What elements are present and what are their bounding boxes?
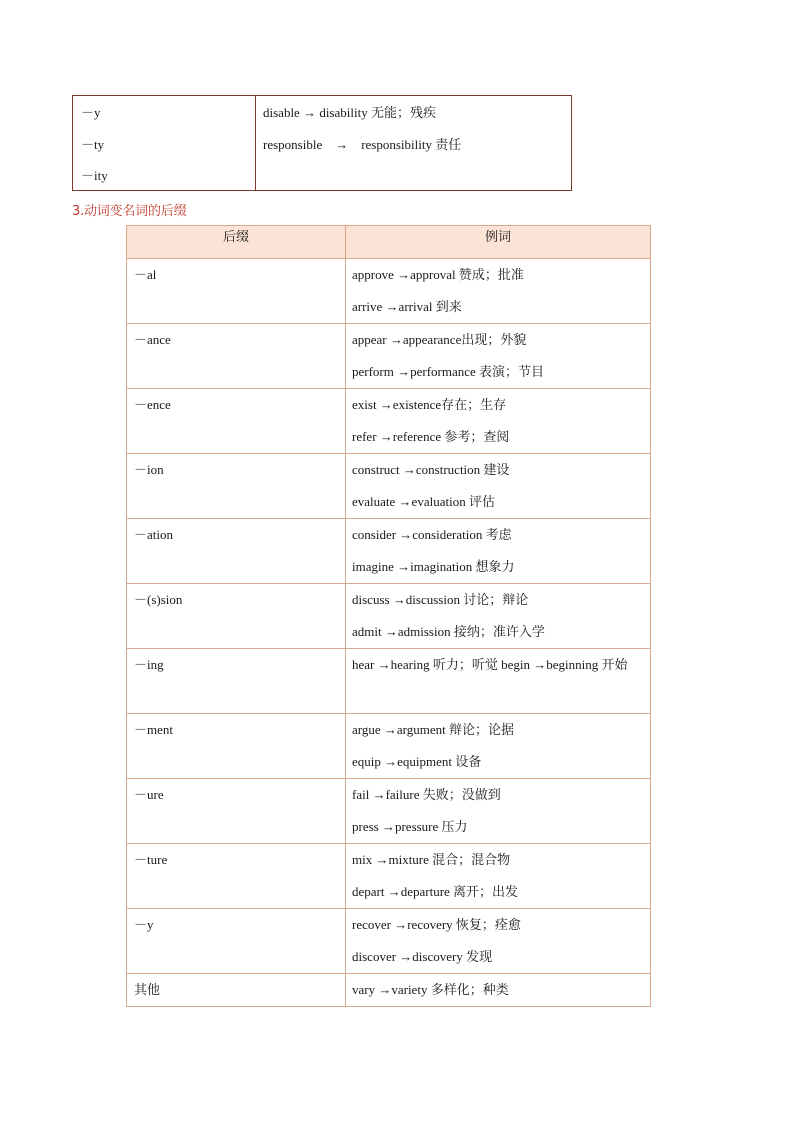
example-cell [346,974,651,1007]
suffix-cell: －ation [127,519,346,584]
table-row [127,649,651,714]
header-suffix: 后缀 [127,226,346,259]
suffix-cell: －ion [127,454,346,519]
example-line: construct →construction 建设 [352,462,510,477]
suffix-cell: －y [127,909,346,974]
example-cell [346,324,651,389]
table-row [127,844,651,909]
suffix-table-adjective-noun [72,95,572,191]
example-line: equip →equipment 设备 [352,753,482,769]
example-line: recover →recovery 恢复；痊愈 [352,917,521,932]
example-cell [346,844,651,909]
table-header-row [127,226,651,259]
table-row [127,714,651,779]
table-row [127,974,651,1007]
suffix-cell: －ment [127,714,346,779]
example-line: perform →performance 表演；节目 [352,363,545,379]
example-line: disable → disability 无能；残疾 [263,105,436,120]
example-line: discover →discovery 发现 [352,948,493,964]
example-cell [346,649,651,714]
example-line: imagine →imagination 想象力 [352,558,515,574]
table-row [127,324,651,389]
suffix-column [73,96,256,190]
table-row [127,259,651,324]
example-line: argue →argument 辩论；论据 [352,722,514,737]
section-heading: 3.动词变名词的后缀 [72,204,187,219]
suffix-cell: －ity [81,168,108,183]
example-cell [346,454,651,519]
table-row [127,779,651,844]
example-cell [346,519,651,584]
suffix-cell: －ty [81,136,105,152]
table-row [127,454,651,519]
suffix-cell: －ance [127,324,346,389]
example-line: responsible → responsibility 责任 [263,136,462,152]
example-line: exist →existence存在；生存 [352,397,507,412]
suffix-cell: －ing [127,649,346,714]
table-row [127,909,651,974]
example-line: arrive →arrival 到来 [352,298,462,314]
suffix-cell: －y [81,105,101,120]
suffix-cell: 其他 [127,974,346,1007]
example-line: evaluate →evaluation 评估 [352,493,495,509]
example-line: mix →mixture 混合；混合物 [352,852,511,867]
example-cell [346,714,651,779]
example-line: admit →admission 接纳；准许入学 [352,623,545,639]
example-line: refer →reference 参考；查阅 [352,428,510,444]
suffix-cell: －ture [127,844,346,909]
example-cell [346,779,651,844]
example-line: depart →departure 离开；出发 [352,883,519,899]
example-cell [346,909,651,974]
example-column [256,96,571,190]
example-cell [346,259,651,324]
verb-to-noun-suffix-table [126,225,651,1007]
suffix-cell: －(s)sion [127,584,346,649]
example-line: approve →approval 赞成；批准 [352,267,524,282]
table-row [127,584,651,649]
example-line: appear →appearance出现；外貌 [352,332,527,347]
example-cell [346,389,651,454]
example-line: discuss →discussion 讨论；辩论 [352,592,529,607]
example-line: fail →failure 失败；没做到 [352,787,501,802]
table-row [127,519,651,584]
example-cell [346,584,651,649]
suffix-cell: －al [127,259,346,324]
example-line: consider →consideration 考虑 [352,527,512,542]
example-line: vary →variety 多样化；种类 [352,982,509,997]
table-row [127,389,651,454]
suffix-cell: －ure [127,779,346,844]
suffix-cell: －ence [127,389,346,454]
example-line: press →pressure 压力 [352,818,468,834]
example-line: hear →hearing 听力；听觉 begin →beginning 开始 [352,657,628,672]
header-examples: 例词 [346,226,651,259]
